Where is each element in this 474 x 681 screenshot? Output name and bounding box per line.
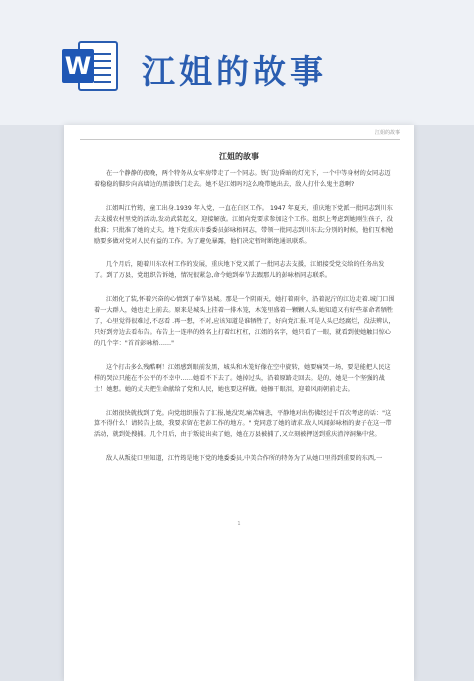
document-body: [94, 169, 396, 478]
document-page: [64, 125, 414, 681]
paragraph: 江姐很快就找到了党。向党组织报告了汇报,她没哭,痛苦痛悲，平静地对出伤佛经过千百次考虑的话："这算不得什么！请转告上级，我要求留在老彭工作的地方。" 党同意了她的请求.敌人风闻彭咏梧的妻子在这一带活动，就到处搜捕。几个月后，由于叛徒出卖了她，她在万县被捕了,又立刻被押送到重庆渣滓洞集中营。: [94, 409, 392, 439]
page-header: 江姐的故事: [80, 129, 400, 140]
word-document-icon: [62, 37, 120, 95]
document-title: 江姐的故事: [219, 152, 259, 161]
paragraph: 江姐叫江竹筠，童工出身.1939 年入党，一直在白区工作。 1947 年夏天，重庆地下党派一批同志到川东去支援农村里党的活动,发动武装起义，迎接解放。江姐向党要求参加这个工作。组织上考虑到她刚生孩子，没批准；只批准了她的丈夫。地下党重庆市委委员彭咏梧同志，带领一批同志到川东去;分别的时候，他们互相勉励要多做对党对人民有益的工作。为了避免暴露，他们决定暂时断绝通讯联系。: [94, 204, 394, 245]
paragraph: 江姐化了装,怀着兴奋的心情到了奉节县城。那是一个阴雨天，她打着雨伞，沿着泥泞的江边走着.城门口围着一大群人，她也走上前去。原来是城头上挂着一排木笼，木笼里盛着一颗颗人头.她知道又有好些革命者牺牲了，心里觉得很难过,不忍看 .再一想，不对,应该知道是谁牺牲了，好向党汇报.可是人头已经腐烂，没法辨认，只好到旁边去看布告。布告上一连串的姓名上打着红杠杠，江姐的名字，她只看了一眼，就看到使她触目惊心的几个字："首首彭咏梧……": [94, 296, 395, 347]
banner-title: 江姐的故事: [142, 52, 327, 91]
banner: [0, 0, 474, 125]
paragraph: 几个月后，随着川东农村工作的发展，重庆地下党又派了一批同志去支援，江姐接受党交给的任务出发了。到了万县，党组织告诉她，情况很紧急,命令她到奉节去跟那儿的彭咏梧同志联系。: [94, 261, 385, 280]
paragraph: 敌人从叛徒口里知道，江竹筠是地下党的地委委员,中美合作所的特务为了从她口里得到重要的东西,一: [106, 455, 383, 463]
paragraph: 这个打击多么残酷啊！江姐感到眼前发黑，城头和木笼好像在空中旋转，她要痛哭一场，要是能把人民这样的哭泣只能在不公平的不幸中……她看不下去了。她掉过头，沿着原路走回去。是的，她是一个坚强的战士！她想。她的丈夫把生命献给了党和人民，她也要这样做。她擦干眼泪，迎着风雨朝前走去。: [94, 363, 391, 393]
page-number: 1: [237, 521, 241, 527]
paragraph: 在一个静静的夜晚，两个特务从女牢房带走了一个同志。铁门边昏暗的灯光下，一个中等身材的女同志迈着稳稳的脚步向高墙边的黑漆铁门走去。她不是江姐吗?这么晚带她出去，敌人打什么鬼主意啊?: [94, 170, 391, 188]
word-logo-letter: W: [62, 49, 94, 83]
